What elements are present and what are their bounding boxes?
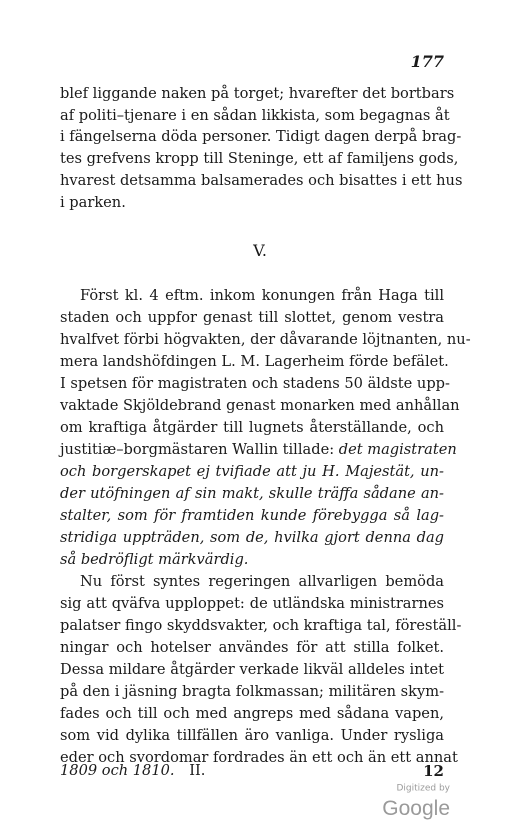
text-line: om kraftiga åtgärder till lugnets återställande, och [60, 419, 444, 436]
quote-segment: det magistraten [338, 441, 457, 458]
text-line: på den i jäsning bragta folkmassan; militären skym- [60, 683, 445, 700]
text-segment: justitiæ–borgmästaren Wallin tillade: [60, 441, 335, 458]
text-line-mixed [60, 439, 457, 461]
text-line: blef liggande naken på torget; hvarefter det bortbars [60, 85, 455, 102]
signature-number: 12 [423, 762, 444, 780]
text-line: tes grefvens kropp till Steninge, ett af familjens gods, [60, 150, 459, 167]
footer-years: 1809 och 1810. [60, 762, 175, 779]
text-line: i parken. [60, 194, 126, 211]
text-line: sig att qväfva upploppet: de utländska ministrarnes [60, 595, 444, 612]
text-line: I spetsen för magistraten och stadens 50 äldste upp- [60, 375, 450, 392]
text-line: palatser fingo skyddsvakter, och kraftiga tal, föreställ- [60, 617, 462, 634]
footer-volume: II. [189, 762, 206, 779]
text-line: Nu först syntes regeringen allvarligen bemöda [80, 573, 444, 590]
text-line: vaktade Skjöldebrand genast monarken med anhållan [60, 397, 460, 414]
page-number: 177 [410, 52, 444, 71]
text-line: mera landshöfdingen L. M. Lagerheim förde befälet. [60, 353, 449, 370]
quote-line: der utöfningen af sin makt, skulle träffa sådane an- [60, 485, 444, 502]
text-line: i fängelserna döda personer. Tidigt dagen derpå brag- [60, 128, 462, 145]
quote-line: så bedröfligt märkvärdig. [60, 551, 249, 568]
text-line: Dessa mildare åtgärder verkade likväl alldeles intet [60, 661, 444, 678]
google-logo-text: Google [382, 797, 450, 820]
text-line: Först kl. 4 eftm. inkom konungen från Haga till [80, 287, 444, 304]
text-line: eder och svordomar fordrades än ett och än ett annat [60, 749, 458, 766]
text-line: hvarest detsamma balsamerades och bisattes i ett hus [60, 172, 463, 189]
text-line: hvalfvet förbi högvakten, der dåvarande löjtnanten, nu- [60, 331, 471, 348]
google-watermark [340, 778, 450, 821]
text-line: fades och till och med angreps med sådana vapen, [60, 705, 444, 722]
quote-line: stridiga uppträden, som de, hvilka gjort denna dag [60, 529, 444, 546]
text-line: staden och uppfor genast till slottet, genom vestra [60, 309, 444, 326]
quote-line: och borgerskapet ej tvifiade att ju H. Majestät, un- [60, 463, 444, 480]
text-line: af politi–tjenare i en sådan likkista, som begagnas åt [60, 107, 450, 124]
section-heading: V. [253, 241, 267, 260]
text-line: ningar och hotelser användes för att stilla folket. [60, 639, 444, 656]
text-line: som vid dylika tillfällen äro vanliga. Under rysliga [60, 727, 444, 744]
footer-signature [60, 762, 205, 779]
digitized-by-text: Digitized by [396, 783, 450, 794]
quote-line: stalter, som för framtiden kunde förebygga så lag- [60, 507, 444, 524]
